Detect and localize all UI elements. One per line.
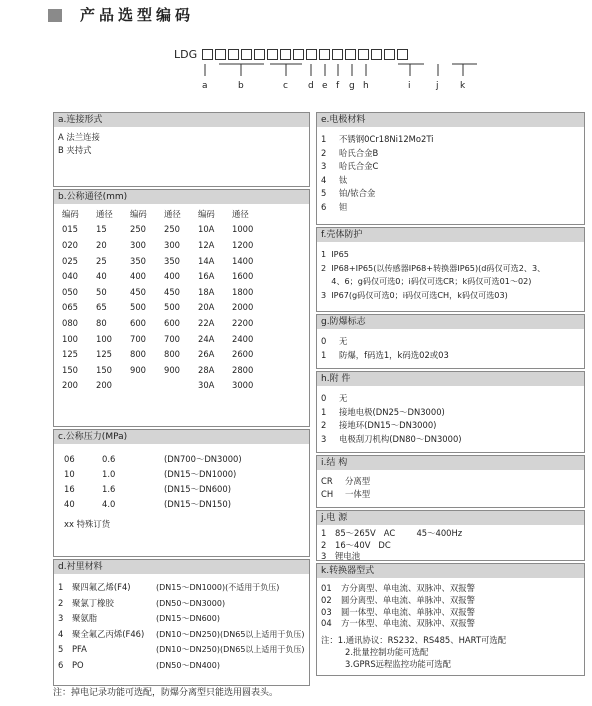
accessory-code: 3 — [321, 433, 327, 444]
diameter-row — [62, 300, 266, 316]
page-title: 产品选型编码 — [80, 6, 195, 24]
section-connection — [53, 112, 310, 187]
diameter-cell: 1200 — [232, 239, 254, 250]
power-row — [321, 540, 580, 552]
diameter-cell: 900 — [130, 364, 146, 375]
lining-material: PO — [72, 659, 84, 670]
accessory-row — [321, 392, 580, 406]
diameter-cell: 2600 — [232, 349, 254, 360]
converter-code: 02 — [321, 594, 332, 605]
diameter-row — [62, 378, 266, 394]
diameter-cell: 200 — [62, 380, 78, 391]
diameter-column-header: 编码 — [62, 208, 79, 219]
diameter-cell: 700 — [130, 333, 146, 344]
power-code: 2 — [321, 539, 327, 550]
diameter-row — [62, 284, 266, 300]
section-connection-head: a.连接形式 — [54, 113, 309, 127]
pressure-range: (DN700～DN3000) — [164, 454, 242, 465]
converter-row — [321, 595, 580, 607]
structure-row — [321, 488, 580, 501]
section-electrode-head: e.电极材料 — [317, 113, 584, 127]
diameter-cell: 10A — [198, 224, 215, 235]
electrode-text: 哈氏合金C — [339, 161, 379, 171]
section-converter — [316, 563, 585, 676]
right-column — [316, 112, 585, 678]
field-label-i: i — [408, 81, 411, 91]
lining-material: 聚氨脂 — [72, 613, 98, 623]
diameter-cell: 50 — [96, 286, 107, 297]
electrode-code: 5 — [321, 188, 327, 198]
field-label-h: h — [363, 81, 369, 91]
diameter-cell: 050 — [62, 286, 78, 297]
diameter-column-header: 通径 — [164, 208, 181, 219]
structure-text: 一体型 — [345, 489, 371, 499]
electrode-row — [321, 160, 580, 174]
electrode-code: 2 — [321, 147, 327, 158]
converter-text: 圆分离型、单电流、单脉冲、双报警 — [341, 594, 475, 605]
pressure-row — [58, 467, 305, 482]
converter-text: 圆一体型、单电流、单脉冲、双报警 — [341, 606, 475, 617]
diameter-column-header: 编码 — [198, 208, 215, 219]
field-label-c: c — [283, 81, 288, 91]
diameter-cell: 3000 — [232, 380, 254, 391]
diameter-cell: 300 — [130, 239, 146, 250]
pressure-range: (DN15～DN150) — [164, 499, 231, 510]
diameter-column-header: 通径 — [96, 208, 113, 219]
enclosure-line: 3 IP67(g码仅可选0；i码仅可选CH，k码仅可选03) — [321, 289, 508, 300]
diameter-column-header: 通径 — [232, 208, 249, 219]
converter-text: 方一体型、单电流、双脉冲、双报警 — [341, 618, 475, 629]
accessory-row — [321, 406, 580, 420]
converter-code: 04 — [321, 618, 332, 629]
diameter-cell: 80 — [96, 317, 107, 328]
code-prefix: LDG — [174, 47, 198, 61]
section-electrode — [316, 112, 585, 225]
converter-note: 2.批量控制功能可选配 — [345, 646, 429, 657]
diameter-cell: 800 — [130, 349, 146, 360]
diameter-cell: 040 — [62, 271, 78, 282]
diameter-cell: 080 — [62, 317, 78, 328]
converter-note: 注：1.通讯协议：RS232、RS485、HART可选配 — [321, 635, 507, 646]
pressure-range: (DN15～DN1000) — [164, 469, 237, 480]
diameter-cell: 300 — [164, 239, 180, 250]
diameter-column-header: 编码 — [130, 208, 147, 219]
power-text: 85～265V AC 45～400Hz — [335, 528, 463, 538]
structure-code: CR — [321, 476, 333, 486]
lining-code: 2 — [58, 597, 64, 608]
lining-row — [58, 627, 305, 643]
diameter-cell: 65 — [96, 302, 107, 313]
accessory-text: 接地环(DN15～DN3000) — [339, 420, 437, 430]
diameter-cell — [130, 378, 164, 394]
diameter-cell — [164, 378, 198, 394]
section-explosion — [316, 314, 585, 369]
diameter-row — [62, 315, 266, 331]
code-bracket-diagram — [0, 0, 592, 100]
lining-row — [58, 580, 305, 596]
diameter-cell: 250 — [130, 224, 146, 235]
lining-material: PFA — [72, 644, 87, 654]
lining-range: (DN15～DN600) — [156, 614, 220, 623]
section-diameter-head: b.公称通径(mm) — [54, 190, 309, 204]
accessory-row — [321, 419, 580, 433]
diameter-cell: 025 — [62, 255, 78, 266]
power-text: 16～40V DC — [335, 539, 391, 550]
lining-row — [58, 658, 305, 674]
lining-code: 6 — [58, 659, 64, 670]
pressure-row — [58, 497, 305, 512]
field-label-j: j — [436, 81, 439, 91]
structure-text: 分离型 — [345, 476, 371, 486]
section-pressure-head: c.公称压力(MPa) — [54, 430, 309, 444]
electrode-text: 钛 — [339, 174, 348, 185]
enclosure-line: 2 IP68+IP65(以传感器IP68+转换器IP65)(d码仅可选2、3、 — [321, 262, 546, 273]
lining-code: 3 — [58, 613, 64, 623]
diameter-row — [62, 237, 266, 253]
diameter-cell: 40 — [96, 271, 107, 282]
lining-range: (DN10～DN250)(DN65以上适用于负压) — [156, 645, 305, 654]
section-diameter — [53, 189, 310, 427]
diameter-cell: 28A — [198, 364, 215, 375]
pressure-code: 40 — [64, 499, 75, 510]
diameter-cell: 450 — [130, 286, 146, 297]
electrode-row — [321, 174, 580, 188]
electrode-code: 3 — [321, 161, 327, 171]
enclosure-line: 1 IP65 — [321, 249, 349, 259]
diameter-cell: 600 — [130, 317, 146, 328]
field-label-a: a — [202, 81, 208, 91]
diameter-row — [62, 268, 266, 284]
lining-range: (DN50～DN400) — [156, 660, 220, 670]
diameter-cell: 150 — [96, 364, 112, 375]
footnote: 注：掉电记录功能可选配，防爆分离型只能选用圆表头。 — [53, 688, 279, 698]
electrode-row — [321, 147, 580, 161]
diameter-row — [62, 362, 266, 378]
section-lining — [53, 559, 310, 686]
pressure-code: 06 — [64, 454, 75, 465]
converter-row — [321, 618, 580, 630]
diameter-cell: 12A — [198, 239, 215, 250]
diameter-cell: 18A — [198, 286, 215, 297]
field-label-k: k — [460, 81, 466, 91]
diameter-row — [62, 253, 266, 269]
field-label-d: d — [308, 81, 314, 91]
converter-code: 03 — [321, 606, 332, 617]
converter-row — [321, 607, 580, 619]
diameter-cell: 24A — [198, 333, 215, 344]
section-enclosure-head: f.壳体防护 — [317, 228, 584, 242]
electrode-row — [321, 201, 580, 215]
connection-option: A 法兰连接 — [58, 132, 100, 142]
power-row — [321, 528, 580, 540]
lining-row — [58, 596, 305, 612]
power-text: 锂电池 — [335, 551, 361, 561]
diameter-cell: 1400 — [232, 255, 254, 266]
lining-range: (DN50～DN3000) — [156, 598, 226, 608]
converter-row — [321, 583, 580, 595]
electrode-text: 哈氏合金B — [339, 147, 379, 158]
structure-row — [321, 475, 580, 488]
diameter-cell: 30A — [198, 380, 215, 391]
section-enclosure — [316, 227, 585, 312]
connection-option: B 夹持式 — [58, 144, 92, 155]
pressure-row — [58, 482, 305, 497]
diameter-cell: 200 — [96, 380, 112, 391]
pressure-row — [58, 452, 305, 467]
lining-code: 1 — [58, 582, 64, 592]
section-lining-head: d.衬里材料 — [54, 560, 309, 574]
converter-text: 方分离型、单电流、双脉冲、双报警 — [341, 583, 475, 593]
section-accessory — [316, 371, 585, 453]
power-row — [321, 551, 580, 563]
lining-row — [58, 642, 305, 658]
pressure-value: 1.6 — [102, 484, 116, 495]
diameter-row — [62, 346, 266, 362]
electrode-row — [321, 133, 580, 147]
diameter-cell: 600 — [164, 317, 180, 328]
diameter-cell: 20 — [96, 239, 107, 250]
pressure-value: 0.6 — [102, 454, 116, 465]
diameter-cell: 450 — [164, 286, 180, 297]
explosion-code: 1 — [321, 349, 327, 360]
diameter-cell: 800 — [164, 349, 180, 360]
section-power — [316, 510, 585, 561]
diameter-cell: 26A — [198, 349, 215, 360]
explosion-text: 无 — [339, 336, 348, 346]
electrode-text: 钽 — [339, 201, 348, 212]
diameter-cell: 350 — [130, 255, 146, 266]
pressure-range: (DN15～DN600) — [164, 484, 231, 495]
explosion-text: 防爆，f码选1，k码选02或03 — [339, 349, 449, 360]
diameter-cell: 100 — [96, 333, 112, 344]
diameter-cell: 20A — [198, 302, 215, 313]
pressure-code: 16 — [64, 484, 75, 495]
pressure-value: 4.0 — [102, 499, 116, 510]
section-converter-head: k.转换器型式 — [317, 564, 584, 578]
accessory-text: 无 — [339, 393, 348, 403]
diameter-cell: 250 — [164, 224, 180, 235]
lining-code: 4 — [58, 628, 64, 639]
lining-code: 5 — [58, 644, 64, 654]
accessory-code: 2 — [321, 420, 327, 430]
section-structure — [316, 455, 585, 508]
diameter-cell: 125 — [96, 349, 112, 360]
lining-row — [58, 611, 305, 627]
converter-code: 01 — [321, 583, 332, 593]
diameter-row — [62, 331, 266, 347]
explosion-code: 0 — [321, 336, 327, 346]
diameter-cell: 2800 — [232, 364, 254, 375]
pressure-special: xx 特殊订货 — [64, 519, 111, 529]
diameter-cell: 22A — [198, 317, 215, 328]
diameter-cell: 015 — [62, 224, 78, 235]
electrode-code: 1 — [321, 134, 327, 144]
lining-range: (DN15～DN1000)(不适用于负压) — [156, 583, 280, 592]
section-accessory-head: h.附 件 — [317, 372, 584, 386]
electrode-text: 不锈钢0Cr18Ni12Mo2Ti — [339, 134, 434, 144]
diameter-cell: 2000 — [232, 302, 254, 313]
diameter-cell: 500 — [130, 302, 146, 313]
left-column — [53, 112, 310, 688]
diameter-cell: 25 — [96, 255, 107, 266]
section-power-head: j.电 源 — [317, 511, 584, 525]
diameter-cell: 150 — [62, 364, 78, 375]
diameter-cell: 1000 — [232, 224, 254, 235]
field-label-f: f — [336, 81, 340, 91]
explosion-row — [321, 335, 580, 349]
accessory-code: 1 — [321, 406, 327, 417]
diameter-cell: 400 — [130, 271, 146, 282]
diameter-cell: 1600 — [232, 271, 254, 282]
converter-note: 3.GPRS远程监控功能可选配 — [345, 658, 452, 669]
electrode-row — [321, 187, 580, 201]
diameter-cell: 125 — [62, 349, 78, 360]
electrode-code: 6 — [321, 201, 327, 212]
lining-range: (DN10～DN250)(DN65以上适用于负压) — [156, 629, 305, 639]
diameter-row — [62, 222, 266, 238]
diameter-cell: 020 — [62, 239, 78, 250]
section-explosion-head: g.防爆标志 — [317, 315, 584, 329]
electrode-text: 铂/铱合金 — [339, 188, 376, 198]
accessory-text: 电极刮刀机构(DN80～DN3000) — [339, 433, 462, 444]
diameter-cell: 065 — [62, 302, 78, 313]
section-pressure — [53, 429, 310, 557]
pressure-value: 1.0 — [102, 469, 116, 480]
accessory-code: 0 — [321, 393, 327, 403]
power-code: 3 — [321, 551, 327, 561]
diameter-cell: 400 — [164, 271, 180, 282]
accessory-row — [321, 433, 580, 447]
lining-material: 聚氯丁橡胶 — [72, 597, 114, 608]
lining-material: 聚全氟乙丙烯(F46) — [72, 628, 145, 639]
diameter-cell: 900 — [164, 364, 180, 375]
diameter-cell: 350 — [164, 255, 180, 266]
diameter-cell: 2400 — [232, 333, 254, 344]
enclosure-line: 4、6；g码仅可选0；i码仅可选CR；k码仅可选01～02) — [321, 276, 532, 286]
diameter-cell: 700 — [164, 333, 180, 344]
power-code: 1 — [321, 528, 327, 538]
diameter-cell: 500 — [164, 302, 180, 313]
field-label-g: g — [349, 81, 355, 91]
diameter-cell: 16A — [198, 271, 215, 282]
diameter-cell: 1800 — [232, 286, 254, 297]
electrode-code: 4 — [321, 174, 327, 185]
accessory-text: 接地电极(DN25～DN3000) — [339, 406, 445, 417]
field-label-b: b — [238, 81, 244, 91]
section-structure-head: i.结 构 — [317, 456, 584, 470]
pressure-code: 10 — [64, 469, 75, 480]
diameter-cell: 2200 — [232, 317, 254, 328]
field-label-e: e — [322, 81, 328, 91]
structure-code: CH — [321, 489, 334, 499]
diameter-cell: 14A — [198, 255, 215, 266]
diameter-cell: 100 — [62, 333, 78, 344]
explosion-row — [321, 349, 580, 363]
diameter-table — [62, 206, 266, 393]
diameter-cell: 15 — [96, 224, 107, 235]
lining-material: 聚四氟乙烯(F4) — [72, 582, 131, 592]
